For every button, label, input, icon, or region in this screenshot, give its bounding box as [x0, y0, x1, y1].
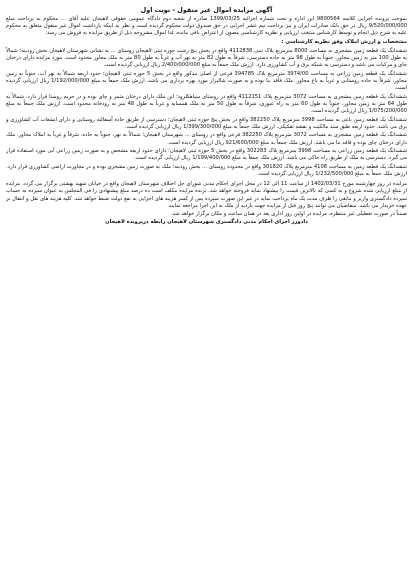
- property-item: ششدانگ یک قطعه زمین مشجری به مساحت 8000 مترمربع پلاک ثبتی 4112838 واقع در بخش پنج رشت حوزه ثبتی لاهیجان روستای ... به نشانی شهرستان لاهیجان بخش رودبنه؛ شمالاً به طول 100 متر به زمین مجاور، جنوباً به طول 98 متر به جاده دسترسی، شرقاً به طول 82 متر به نهر آب و غرباً به طول 80 متر به ملک مجاور محدود است. مورد مزایده دارای درختان چای و مرکبات می باشد و دسترسی به شبکه برق و آب کشاورزی دارد. ارزش ملک جمعاً به مبلغ 2/400/000/000 ریال ارزیابی گردیده است.: [6, 47, 408, 68]
- property-item: ششدانگ یک قطعه زمین به مساحت 4108 مترمربع پلاک 301820 واقع در محدوده روستای ... بخش رودبنه؛ ملک به صورت زمین مشجری بوده و در مجاورت اراضی کشاورزی قرار دارد. ارزش ملک جمعاً به مبلغ 1/232/500/000 ریال ارزیابی گردیده است.: [6, 163, 407, 178]
- property-item: ششدانگ یک قطعه زمین مشجری به مساحت 3072 مترمربع پلاک 4112151 واقع در روستای سیاهکلرود؛ این ملک دارای درختان مثمر و چای بوده و در حریم روستا قرار دارد. شمالاً به طول 64 متر به زمین مجاور، جنوباً به طول 60 متر به راه عبوری، شرقاً به طول 50 متر به ملک همسایه و غرباً به طول 48 متر به رودخانه محدود است. ارزش ملک جمعاً به مبلغ 1/075/200/000 ریال ارزیابی گردیده است.: [6, 93, 407, 114]
- signature-line: دادورز اجرای احکام مدنی دادگستری شهرستان لاهیجان رابطه درپرونده لاهیجان: [105, 219, 308, 226]
- auction-notice: [6, 6, 407, 570]
- section-heading: مشخصات و ارزش املاک وفق نظریه کارشناسی :: [281, 38, 407, 45]
- notice-title: آگهی مزایده اموال غیر منقول - نوبت اول: [140, 6, 273, 14]
- notice-footer: [6, 181, 407, 226]
- intro-paragraph: بموجب پرونده اجرایی کلاسه 9800564 این اداره و تحت شماره اجرائیه 1399/03/25 صادره از شعبه دوم دادگاه عمومی حقوقی لاهیجان علیه آقای ... محکوم به پرداخت مبلغ 9/520/000/000 ریال در حق بانک صادرات ایران و نیز پرداخت نیم عشر اجرایی در حق صندوق دولت محکوم گردیده است و نظر به اینکه بازداشت اموال غیر منقول متعلق به محکوم علیه به شرح ذیل انجام و توسط کارشناس منتخب ارزیابی و نظریه کارشناسی مصون از اعتراض باقی مانده، لذا اموال مشروحه ذیل از طریق مزایده به فروش می رسد:: [6, 16, 407, 37]
- property-item: ششدانگ یک قطعه زمین زراعی به مساحت 3998 مترمربع پلاک 302283 واقع در بخش 5 حوزه ثبتی لاهیجان؛ دارای حدود اربعه مشخص و به صورت زمین زراعی آبی مورد استفاده قرار می گیرد. دسترسی به ملک از طریق راه خاکی می باشد. ارزش ملک جمعاً به مبلغ 1/199/400/000 ریال ارزیابی گردیده است.: [6, 148, 407, 162]
- property-item: ششدانگ یک قطعه زمین مشجری به مساحت 3072 مترمربع پلاک 382250 فرعی واقع در روستای ... شهرستان لاهیجان؛ شمالاً به نهر، جنوباً به جاده، شرقاً و غرباً به املاک مجاور. ملک دارای درختان چای بوده و فاقد بنا می باشد. ارزش ملک جمعاً به مبلغ 921/600/000 ریال ارزیابی گردیده است.: [6, 132, 407, 146]
- auction-conditions: مزایده در روز چهارشنبه مورخ 1402/03/31 از ساعت 11 الی 12 در محل اجرای احکام مدنی شورای حل اختلاف شهرستان لاهیجان واقع در خیابان شهید بهشتی برگزار می گردد. مزایده از مبلغ ارزیابی شده شروع و به کسی که بالاترین قیمت را پیشنهاد نماید فروخته خواهد شد. برنده مزایده مکلف است ده درصد مبلغ پیشنهادی را فی المجلس به عنوان سپرده به حساب سپرده دادگستری واریز و مابقی را ظرف مدت یک ماه پرداخت نماید در غیر این صورت سپرده پس از کسر هزینه های اجرایی به نفع دولت ضبط خواهد شد. کلیه هزینه های نقل و انتقال بر عهده خریدار می باشد. متقاضیان می توانند پنج روز قبل از مزایده جهت بازدید از ملک به این اجرا مراجعه نمایند.: [6, 181, 407, 209]
- holiday-notice: ضمناً در صورت تعطیلی غیر منتظره، مزایده در اولین روز اداری بعد در همان ساعت و مکان برگزار خواهد شد.: [171, 210, 407, 217]
- property-item: ششدانگ یک قطعه زمین باغی به مساحت 3998 مترمربع پلاک 382250 واقع در بخش پنج حوزه ثبتی لاهیجان؛ دسترسی از طریق جاده آسفالته روستایی و دارای انشعاب آب کشاورزی و برق می باشد. حدود اربعه طبق سند مالکیت و نقشه تفکیکی. ارزش ملک جمعاً به مبلغ 1/399/300/000 ریال ارزیابی گردیده است.: [6, 116, 408, 130]
- property-item: ششدانگ یک قطعه زمین زراعی به مساحت 3974/00 مترمربع پلاک 394785 فرعی از اصلی مذکور واقع در بخش 5 حوزه ثبتی لاهیجان؛ حدود اربعه شمالاً به نهر آب، جنوباً به زمین مجاور، شرقاً به جاده روستایی و غرباً به باغ مجاور. ملک فاقد بنا بوده و به صورت شالیزار مورد بهره برداری می باشد. ارزش ملک جمعاً به مبلغ 1/192/000/000 ریال ارزیابی گردیده است.: [6, 70, 407, 91]
